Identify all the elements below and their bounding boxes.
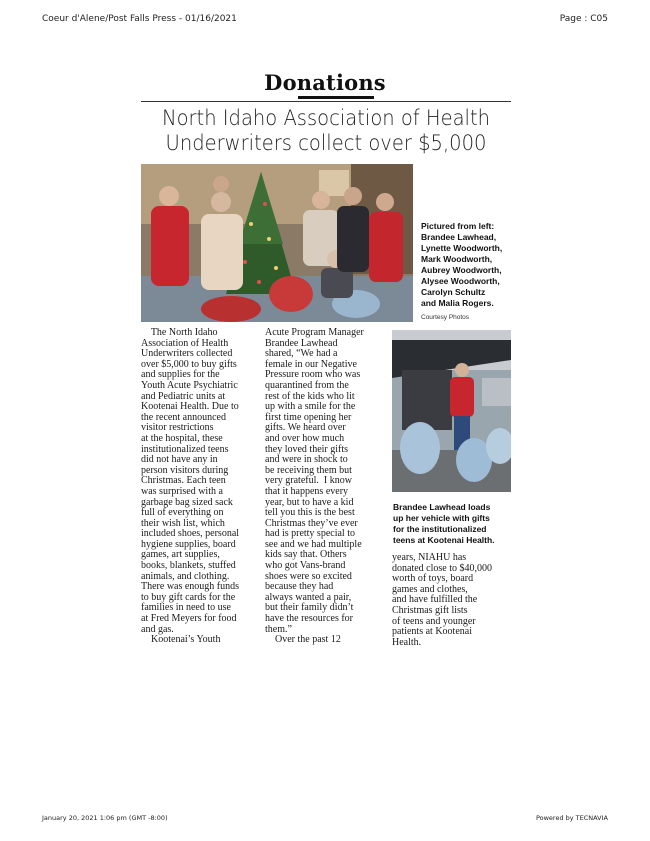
text-line: gifts. We heard over (265, 422, 346, 434)
text-line: hygiene supplies, board (141, 538, 236, 550)
caption-line: Brandee Lawhead loads (393, 502, 491, 512)
text-line: Christmas they’ve ever (265, 517, 358, 529)
article-column-2 (265, 328, 385, 646)
section-title: Donations (264, 70, 386, 95)
caption-line: for the institutionalized (393, 524, 487, 534)
text-line: always wanted a pair, (265, 591, 352, 603)
text-line: the recent announced (141, 411, 226, 423)
text-line: and Pediatric units at (141, 390, 226, 402)
text-line: their wish list, which (141, 517, 225, 529)
group-photo (141, 164, 413, 322)
text-line: them.” (265, 623, 292, 635)
text-line: of teens and younger (392, 615, 476, 627)
text-line: families in need to use (141, 602, 231, 614)
text-line: and have fulfilled the (392, 594, 478, 606)
text-line: and over how much (265, 432, 345, 444)
text-line: very grateful. I know (265, 475, 352, 487)
section-rule (141, 101, 511, 102)
text-line: Kootenai Health. Due to (141, 401, 239, 413)
header-publication: Coeur d'Alene/Post Falls Press - 01/16/2021 (42, 14, 237, 24)
text-line: year, but to have a kid (265, 496, 354, 508)
text-line: first time opening her (265, 411, 352, 423)
text-line: games and clothes, (392, 583, 468, 595)
text-line: institutionalized teens (141, 443, 229, 455)
text-line: years, NIAHU has (392, 552, 467, 563)
text-line: full of everything on (141, 507, 224, 519)
text-line: visitor restrictions (141, 422, 214, 434)
text-line: and supplies for the (141, 369, 220, 381)
caption-line: Aubrey Woodworth, (421, 265, 502, 275)
caption-line: teens at Kootenai Health. (393, 535, 495, 545)
text-line: person visitors during (141, 464, 229, 476)
text-line: Health. (392, 636, 422, 648)
text-line: Brandee Lawhead (265, 337, 338, 349)
caption-line: Brandee Lawhead, (421, 232, 497, 242)
text-line: rest of the kids who lit (265, 390, 355, 402)
text-line: who got Vans-brand (265, 560, 346, 572)
text-line: quarantined from the (265, 379, 349, 391)
text-line: worth of toys, board (392, 573, 474, 585)
text-line: Christmas. Each teen (141, 475, 226, 487)
text-line: Youth Acute Psychiatric (141, 379, 238, 391)
text-line: over $5,000 to buy gifts (141, 358, 237, 370)
text-line: There was enough funds (141, 581, 240, 593)
text-line: Underwriters collected (141, 348, 233, 360)
caption-line: Mark Woodworth, (421, 254, 493, 264)
text-line: to buy gift cards for the (141, 591, 236, 603)
text-line: had is pretty special to (265, 528, 355, 540)
caption-line: and Malia Rogers. (421, 298, 494, 308)
text-line: Acute Program Manager (265, 327, 364, 338)
section-title-underline (298, 96, 374, 99)
footer-timestamp: January 20, 2021 1:06 pm (GMT -8:00) (42, 814, 168, 822)
caption-line: Pictured from left: (421, 221, 495, 231)
text-line: books, blankets, stuffed (141, 560, 236, 572)
text-line: female in our Negative (265, 358, 357, 370)
text-line: kids say that. Others (265, 549, 347, 561)
text-line: games, art supplies, (141, 549, 220, 561)
text-line: The North Idaho (141, 327, 218, 338)
text-line: garbage bag sized sack (141, 496, 233, 508)
caption-line: Carolyn Schultz (421, 287, 486, 297)
text-line: donated close to $40,000 (392, 562, 492, 574)
headline-line-2: Underwriters collect over $5,000 (165, 131, 487, 155)
text-line: patients at Kootenai (392, 626, 472, 638)
text-line: Pressure room who was (265, 369, 361, 381)
text-line: and were in shock to (265, 454, 348, 466)
text-line: Kootenai’s Youth (141, 634, 221, 646)
photo-credit: Courtesy Photos (421, 314, 470, 321)
text-line: and gas. (141, 623, 174, 635)
article-column-3 (392, 553, 512, 648)
group-photo-caption (421, 221, 517, 309)
text-line: up with a smile for the (265, 401, 356, 413)
text-line: included shoes, personal (141, 528, 240, 540)
header-page-number: Page : C05 (559, 14, 608, 24)
headline (154, 106, 498, 156)
text-line: at the hospital, these (141, 432, 223, 444)
text-line: did not have any in (141, 454, 218, 466)
vehicle-photo-caption (393, 502, 513, 546)
text-line: see and we had multiple (265, 538, 362, 550)
vehicle-photo (392, 330, 511, 492)
text-line: that it happens every (265, 485, 349, 497)
text-line: shoes were so excited (265, 570, 352, 582)
text-line: they loved their gifts (265, 443, 349, 455)
text-line: was surprised with a (141, 485, 223, 497)
text-line: be receiving them but (265, 464, 352, 476)
text-line: shared, “We had a (265, 348, 338, 360)
text-line: have the resources for (265, 613, 354, 625)
text-line: Christmas gift lists (392, 604, 468, 616)
text-line: Association of Health (141, 337, 229, 349)
caption-line: Alysee Woodworth, (421, 276, 500, 286)
text-line: animals, and clothing. (141, 570, 230, 582)
text-line: at Fred Meyers for food (141, 613, 237, 625)
text-line: Over the past 12 (265, 634, 341, 646)
text-line: but their family didn’t (265, 602, 354, 614)
footer-powered-by: Powered by TECNAVIA (535, 814, 608, 822)
text-line: because they had (265, 581, 334, 593)
text-line: tell you this is the best (265, 507, 355, 519)
headline-line-1: North Idaho Association of Health (161, 106, 491, 130)
caption-line: Lynette Woodworth, (421, 243, 503, 253)
article-column-1 (141, 328, 261, 646)
caption-line: up her vehicle with gifts (393, 513, 490, 523)
